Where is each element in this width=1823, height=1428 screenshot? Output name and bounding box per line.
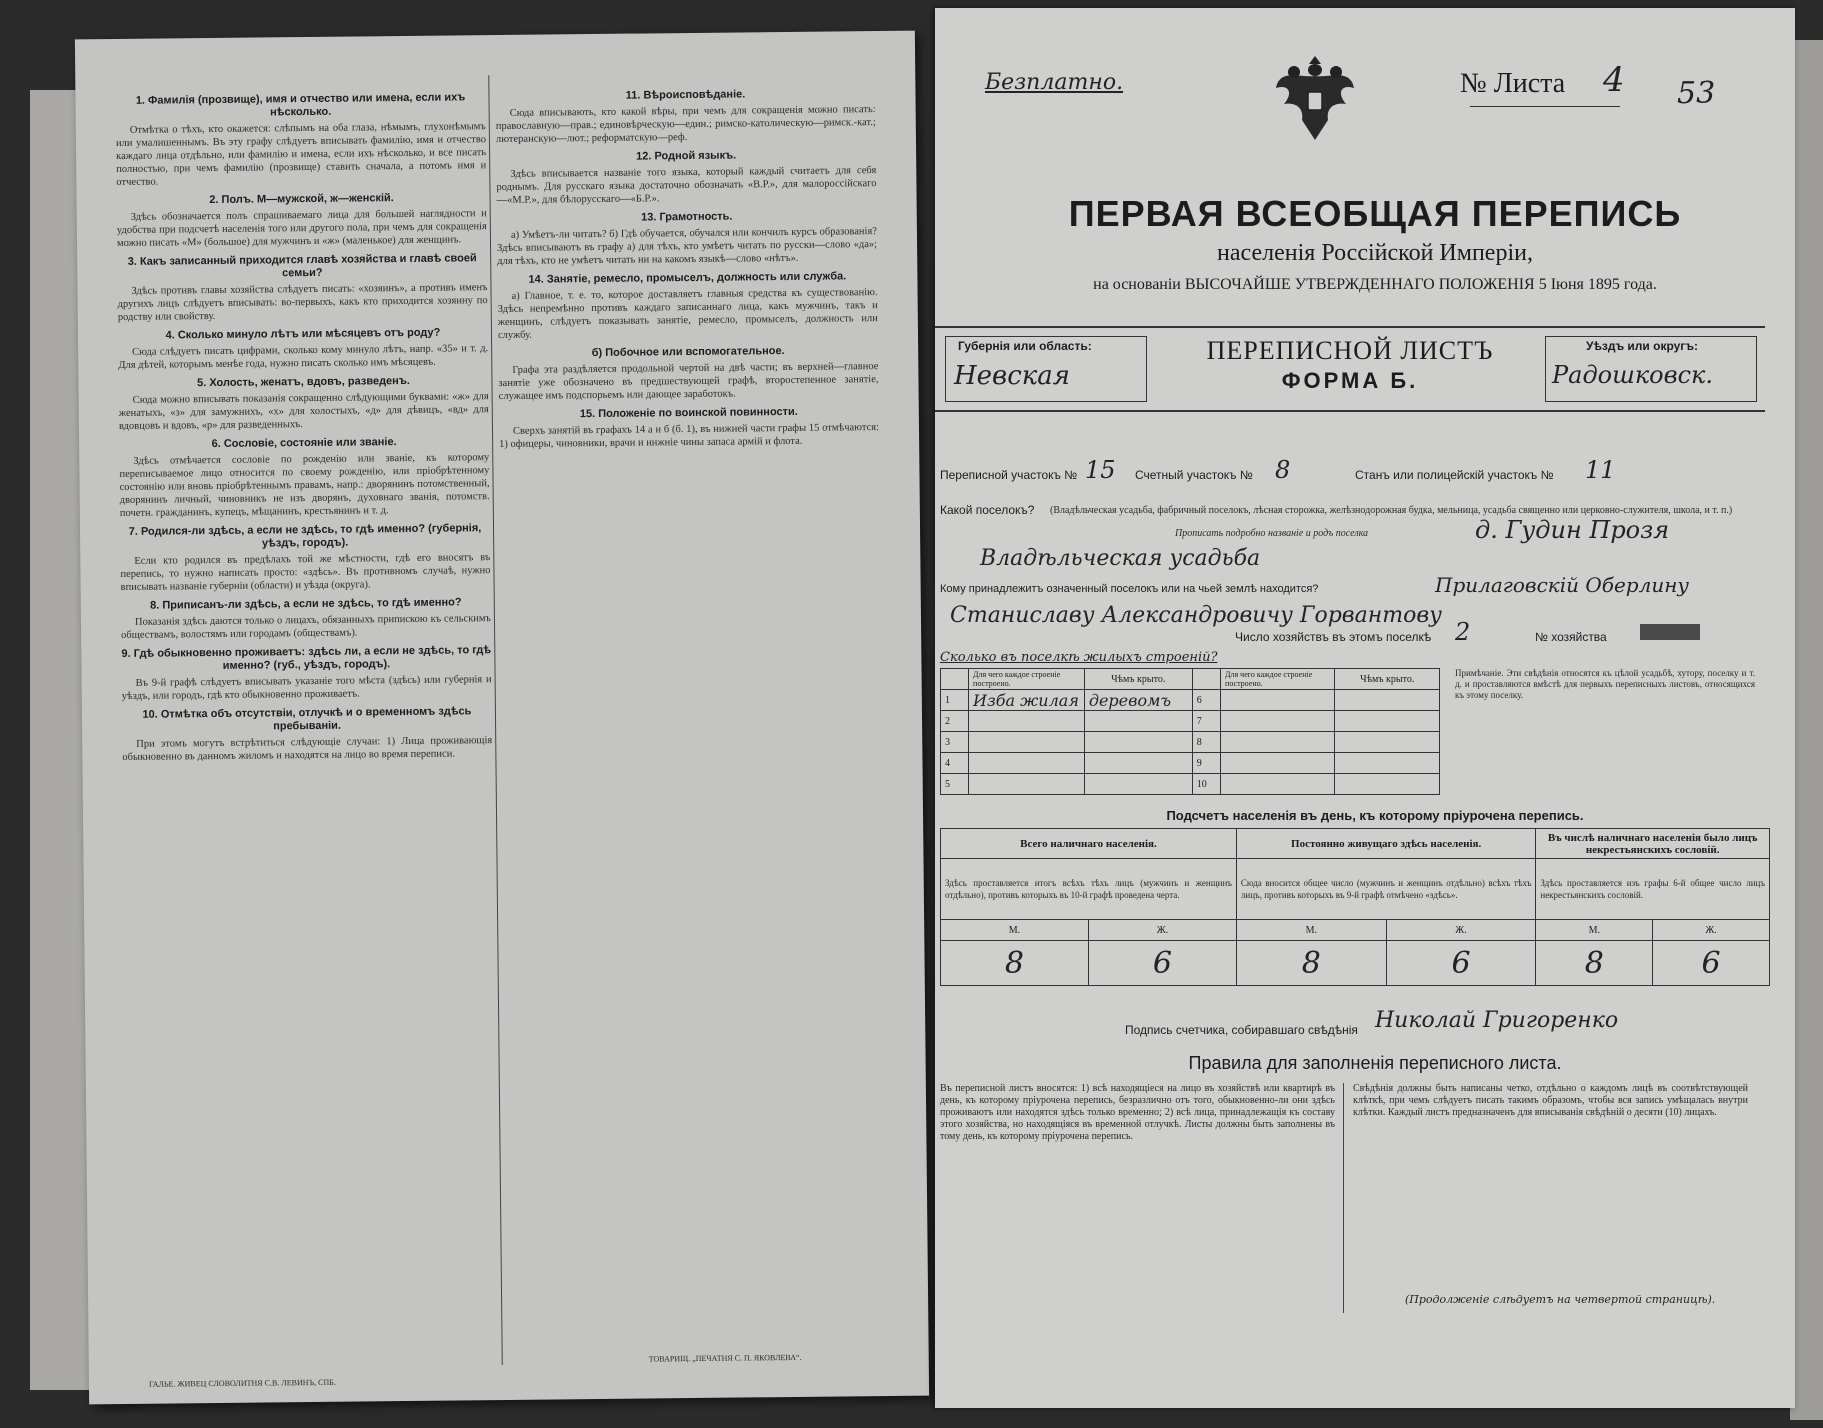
bt-cell [969,732,1085,753]
ct-col-male: М. [1236,920,1386,941]
ct-total-male: 8 [941,941,1089,986]
owner-value-2: Станиславу Александровичу Горвантову [950,603,1442,628]
form-header-box [935,326,1765,412]
bt-cell-purpose: Изба жилая [969,690,1085,711]
buildings-table [940,668,1440,795]
section-text: Сюда можно вписывать показанія сокращенно слѣдующими буквами: «ж» для женатыхъ, «з» для замужнихъ, «х» для холостыхъ, «д» для дѣвицъ, «вд» для вдовцовъ и вдовъ, «р» для разведенныхъ. [118,391,489,432]
sheet-number-handwritten: 4 [1603,60,1625,100]
printer-credit-left: ГАЛЬЕ. ЖИВЕЦ СЛОВОЛИТНЯ С.В. ЛЕВИНЪ, СПБ. [148,1377,336,1389]
imperial-eagle-emblem [1270,48,1360,148]
household-number-label: № хозяйства [1535,630,1607,644]
ct-col-male: М. [941,920,1089,941]
bt-cell [1335,732,1440,753]
ct-col-female: Ж. [1653,920,1770,941]
police-district-value: 11 [1585,456,1616,484]
section-text: а) Главное, т. е. то, которое доставляетъ главныя средства къ существованію. Здѣсь непремѣнно противъ каждаго записаннаго лица, какъ мужчинъ, такъ и женщинъ, слѣдуетъ показывать занятіе, ремесло, промыселъ, должность или службу. [497,287,878,342]
ct-desc-nonpeasant: Здѣсь проставляется изъ графы 6-й общее число лицъ некрестьянскихъ сословій. [1536,859,1770,920]
ct-col-female: Ж. [1088,920,1236,941]
ct-header-permanent: Постоянно живущаго здѣсь населенія. [1236,829,1535,859]
settlement-hint-2: Прописать подробно названіе и родъ поселка [1175,528,1369,539]
section-text: Здѣсь отмѣчается сословіе по рожденію или званіе, къ которому переписываемое лицо относится по своему рожденію, или пріобрѣтенному состоянію или вновь пріобрѣтеннымъ правамъ, напр.: дворянинъ потомственный, дворянинъ личный, чиновникъ не изъ дворянъ, духовнаго званія, потомств. почетн. гражданинъ, купецъ, мѣщанинъ, крестьянинъ и т. д. [119,452,490,519]
population-count-table [940,828,1770,986]
section [117,191,488,250]
section [119,435,490,520]
section [115,91,486,189]
count-district-value: 8 [1275,456,1291,484]
rules-title: Правила для заполненія переписного листа. [1188,1053,1562,1073]
ct-permanent-female: 6 [1386,941,1536,986]
section-title: 6. Сословіе, состояніе или званіе. [211,436,397,451]
continued-note: (Продолженіе слѣдуетъ на четвертой страницѣ). [1405,1293,1716,1306]
bt-row-number: 4 [941,753,969,774]
bt-header-purpose: Для чего каждое строеніе построено. [969,669,1085,690]
district-value: 15 [1085,456,1116,484]
rules-divider [1343,1083,1344,1313]
guberniya-value: Невская [954,361,1070,391]
uezd-box [1545,336,1757,402]
bt-header-roof: Чѣмъ крыто. [1335,669,1440,690]
section [497,270,878,342]
guberniya-label: Губернія или область: [958,339,1092,353]
bt-cell [1221,732,1335,753]
section-text: Здѣсь вписывается названіе того языка, который каждый считаетъ для себя роднымъ. Для русскаго языка достаточно обозначать «В.Р.», для малороссійскаго—«М.Р.», для бѣлорусскаго—«Б.Р.». [496,165,877,207]
section-text: Здѣсь обозначается полъ спрашиваемаго лица для большей наглядности и удобства при подсчетѣ населенія того или другого пола, при чемъ для сокращенія можно писать «М» (большое) для мужчинъ и «ж» (маленькое) для женщинъ. [116,208,487,250]
section-text: Сюда вписывають, кто какой вѣры, при чемъ для сокращенія можно писать: православную—прав.; единовѣрческую—един.; римско-католическую—римск.-кат.; лютеранскую—лют.; реформатскую—реф. [495,104,876,146]
section-title: 15. Положеніе по воинской повинности. [579,405,798,421]
bt-cell [1335,690,1440,711]
section-title: 3. Какъ записанный приходится главѣ хозяйства и главѣ своей семьи? [127,252,477,280]
police-district-label: Станъ или полицейскій участокъ № [1355,468,1554,482]
households-label: Число хозяйствъ въ этомъ поселкѣ [1235,630,1432,644]
legal-basis: на основаніи ВЫСОЧАЙШЕ УТВЕРЖДЕННАГО ПОЛОЖЕНІЯ 5 Іюня 1895 года. [1093,276,1657,293]
ct-col-female: Ж. [1386,920,1536,941]
owner-label: Кому принадлежитъ означенный поселокъ или на чьей землѣ находится? [940,583,1319,595]
right-page [935,8,1795,1408]
bt-cell [1084,711,1192,732]
section-text: Показанія здѣсь даются только о лицахъ, обязанныхъ припискою къ сельскимъ обществамъ, волостямъ или городамъ (обществамъ). [121,613,492,641]
section-text: Въ 9-й графѣ слѣдуетъ вписывать указаніе того мѣста (здѣсь) или губернія и уѣздъ, или городъ, гдѣ кто обыкновенно проживаетъ. [121,674,492,702]
bt-cell [1335,711,1440,732]
bt-row-number: 5 [941,774,969,795]
ct-desc-total: Здѣсь проставляется итогъ всѣхъ тѣхъ лицъ (мужчинъ и женщинъ отдѣльно), противъ которыхъ въ 10-й графѣ проведена черта. [941,859,1237,920]
ct-total-female: 6 [1088,941,1236,986]
section [121,644,492,703]
bt-cell [969,711,1085,732]
section-title: 11. Вѣроисповѣданіе. [625,88,746,102]
bt-row-number: 3 [941,732,969,753]
section-title: 7. Родился-ли здѣсь, а если не здѣсь, то гдѣ именно? (губернія, уѣздъ, городъ). [128,522,482,550]
section-title: б) Побочное или вспомогательное. [591,345,785,360]
section-title: 4. Сколько минуло лѣтъ или мѣсяцевъ отъ роду? [165,326,441,342]
buildings-label: Сколько въ поселкѣ жилыхъ строеній? [940,650,1218,665]
bt-row-number: 9 [1192,753,1220,774]
bt-cell [1084,753,1192,774]
bt-cell [1221,690,1335,711]
section-text: При этомъ могутъ встрѣтиться слѣдующіе случаи: 1) Лица проживающія обыкновенно въ данномъ жиломъ и находятся на лицо во время переписи. [122,735,493,763]
section-text: а) Умѣетъ-ли читать? б) Гдѣ обучается, обучался или кончилъ курсъ образованія? Здѣсь вписываютъ въ графу а) для тѣхъ, кто умѣетъ читать по русски—слово «да»; для тѣхъ, кто не умѣетъ читать ни на какомъ языкѣ—слово «нѣтъ». [497,226,878,268]
enumerator-signature: Николай Григоренко [1375,1008,1619,1033]
bt-row-number: 8 [1192,732,1220,753]
district-label: Переписной участокъ № [940,468,1078,482]
uezd-label: Уѣздъ или округъ: [1586,339,1699,353]
left-page [75,31,929,1405]
bt-cell [1221,711,1335,732]
section-title: 9. Гдѣ обыкновенно проживаетъ: здѣсь ли, а если не здѣсь, то гдѣ именно? (губ., уѣздъ, городъ). [121,644,492,672]
printer-credit-right: ТОВАРИЩ. „ПЕЧАТНЯ С. П. ЯКОВЛЕВА“. [648,1352,802,1364]
section [118,374,489,433]
signature-label: Подпись счетчика, собиравшаго свѣдѣнія [1125,1023,1358,1037]
instructions-column-2 [495,81,879,455]
section [122,705,493,764]
main-title: ПЕРВАЯ ВСЕОБЩАЯ ПЕРЕПИСЬ [1068,193,1682,234]
bt-header-empty [941,669,969,690]
owner-value: Прилаговскій Оберлину [1435,573,1689,597]
bt-row-number: 1 [941,690,969,711]
section-text: Сюда слѣдуетъ писать цифрами, сколько кому минуло лѣтъ, напр. «35» и т. д. Для дѣтей, которымъ менѣе года, нужно писать сколько имъ мѣсяцевъ. [118,343,489,371]
section [120,522,491,594]
section-text: Отмѣтка о тѣхъ, кто окажется: слѣпымъ на оба глаза, нѣмымъ, глухонѣмымъ или умалишеннымъ. Въ эту графу слѣдуетъ вписывать фамилію, имя и отчество каждаго лица отдѣльно, или фамилію и имена, если ихъ нѣсколько, и все писать полностью, при чемъ фамилію (прозвище) ставить сначала, а потомъ имя и отчество. [115,121,487,189]
uezd-value: Радошковск. [1552,361,1714,389]
section-title: 5. Холость, женатъ, вдовъ, разведенъ. [197,374,410,390]
bt-cell [1084,732,1192,753]
ct-desc-permanent: Сюда вносится общее число (мужчинъ и женщинъ отдѣльно) всѣхъ тѣхъ лицъ, противъ которыхъ въ 9-й графѣ отмѣчено «здѣсь». [1236,859,1535,920]
households-value: 2 [1455,618,1471,646]
section [117,252,488,324]
section-text: Если кто родился въ предѣлахъ той же мѣстности, гдѣ его вносятъ въ перепись, то нужно написать просто: «здѣсь». Въ противномъ случаѣ, нужно вписывать названіе губерніи (области) и уѣзда (округа). [120,552,491,593]
section-title: 8. Приписанъ-ли здѣсь, а если не здѣсь, то гдѣ именно? [150,596,462,612]
section [496,148,877,207]
section-title: 2. Полъ. М—мужской, ж—женскій. [209,192,394,207]
section-title: 14. Занятіе, ремесло, промыселъ, должность или служба. [528,270,847,286]
guberniya-box [945,336,1147,402]
ct-col-male: М. [1536,920,1653,941]
section [499,405,879,451]
count-title: Подсчетъ населенія въ день, къ которому пріурочена перепись. [1166,808,1584,823]
bt-row-number: 2 [941,711,969,732]
section [498,344,879,403]
bt-cell [1221,774,1335,795]
form-title: ПЕРЕПИСНОЙ ЛИСТЪ [1206,336,1494,365]
bt-row-number: 7 [1192,711,1220,732]
bt-cell [969,753,1085,774]
redacted-field [1640,624,1700,640]
bt-cell [1221,753,1335,774]
bt-header-purpose: Для чего каждое строеніе построено. [1221,669,1335,690]
sheet-number-label: № Листа [1460,68,1566,99]
section-text: Здѣсь противъ главы хозяйства слѣдуетъ писать: «хозяинъ», а противъ именъ другихъ лицъ слѣдуетъ вписывать: во-первыхъ, какъ кто приходится хозяину по родству или свойству. [117,282,488,324]
bt-cell [969,774,1085,795]
free-label: Безплатно. [985,70,1124,95]
section-title: 13. Грамотность. [641,210,733,224]
subtitle: населенія Россійской Имперіи, [1217,240,1533,266]
bt-cell [1335,753,1440,774]
bt-cell [1335,774,1440,795]
ct-nonpeasant-male: 8 [1536,941,1653,986]
instructions-column-1 [115,85,492,768]
bt-cell [1084,774,1192,795]
settlement-label: Какой поселокъ? [940,503,1035,517]
section-title: 12. Родной языкъ. [636,149,737,163]
bt-row-number: 10 [1192,774,1220,795]
rules-left: Въ переписной листъ вносятся: 1) всѣ находящіеся на лицо въ хозяйствѣ или квартирѣ въ день, къ которому пріурочена перепись, безразлично отъ того, обыкновенно-ли они здѣсь проживаютъ или находятся здѣсь только временно; 2) всѣ лица, принадлежащія къ составу этого хозяйства, но находящіяся въ временной отлучкѣ. Листы должны быть заполнены въ тому день, къ которому пріурочена перепись. [940,1083,1335,1142]
ct-header-nonpeasant: Въ числѣ наличнаго населенія было лицъ некрестьянскихъ сословій. [1536,829,1770,859]
section-title: 10. Отмѣтка объ отсутствіи, отлучкѣ и о временномъ здѣсь пребываніи. [142,705,472,733]
section [118,326,488,372]
ct-header-total: Всего наличнаго населенія. [941,829,1237,859]
ct-permanent-male: 8 [1236,941,1386,986]
archive-page-number: 53 [1677,76,1716,111]
section [497,209,878,268]
bt-header-roof: Чѣмъ крыто. [1084,669,1192,690]
sheet-number-underline [1470,106,1620,107]
section-text: Сверхъ занятій въ графахъ 14 а и б (б. 1), въ нижней части графы 15 отмѣчаются: 1) офицеры, чиновники, врачи и нижніе чины запаса армій и флота. [499,422,880,451]
section [121,596,491,642]
ct-nonpeasant-female: 6 [1653,941,1770,986]
bt-cell-roof: деревомъ [1084,690,1192,711]
bt-row-number: 6 [1192,690,1220,711]
bt-header-empty [1192,669,1220,690]
note-text: Примѣчаніе. Эти свѣдѣнія относятся къ цѣлой усадьбѣ, хутору, поселку и т. д. и проставляются вмѣстѣ для первыхъ переписныхъ листовъ, относящихся къ этому поселку. [1455,668,1755,700]
settlement-hint: (Владѣльческая усадьба, фабричный поселокъ, лѣсная сторожка, желѣзнодорожная будка, мельница, усадьба священно или церковно-служителя, школа, и т. п.) [1050,505,1733,516]
settlement-value: д. Гудин Прозя [1475,516,1670,544]
count-district-label: Счетный участокъ № [1135,468,1253,482]
form-subtitle: ФОРМА Б. [1281,368,1419,393]
section-text: Графа эта раздѣляется продольной чертой на двѣ части; въ верхней—главное занятіе уже обозначено въ предшествующей графѣ, второстепенное занятіе, служащее имъ подспорьемъ или дающее заработокъ. [498,361,879,403]
section-title: 1. Фамилія (прозвище), имя и отчество или имена, если ихъ нѣсколько. [135,91,466,119]
section [495,87,876,146]
rules-right: Свѣдѣнія должны быть написаны четко, отдѣльно о каждомъ лицѣ въ соотвѣтствующей клѣткѣ, при чемъ слѣдуетъ писать такимъ образомъ, чтобы вся запись умѣщалась внутри клѣтки. Каждый листъ предназначенъ для вписыванія свѣдѣній о десяти (10) лицахъ. [1353,1083,1748,1118]
settlement-value-2: Владѣльческая усадьба [980,546,1261,571]
